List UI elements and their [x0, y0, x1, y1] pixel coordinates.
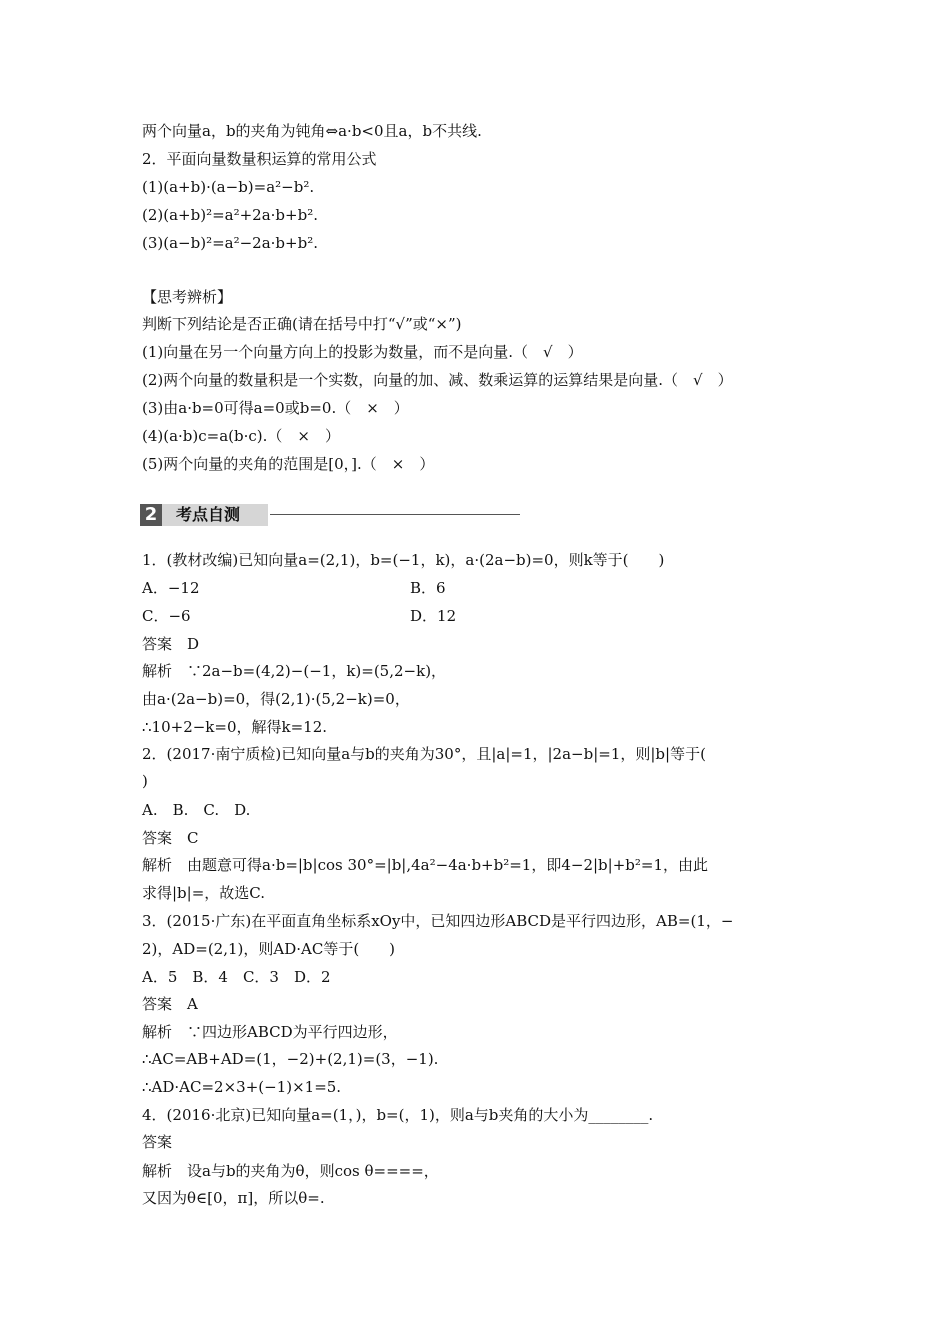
q1-option-b: B．6: [410, 579, 446, 597]
q1-option-a: A．−12: [142, 579, 200, 597]
q4-answer: 答案: [142, 1133, 173, 1151]
q2-stem-1: 2．(2017·南宁质检)已知向量a与b的夹角为30°，且|a|=1，|2a−b|=1，则|b|等于(: [142, 745, 706, 763]
formula-1: (1)(a+b)·(a−b)=a²−b².: [142, 178, 315, 196]
q4-stem: 4．(2016·北京)已知向量a=(1，)，b=(，1)，则a与b夹角的大小为________.: [142, 1106, 654, 1124]
q1-options-row2: [142, 605, 457, 627]
q1-answer: 答案 D: [142, 635, 200, 653]
q2-solution-2: 求得|b|=，故选C.: [142, 884, 265, 902]
think-instruction: 判断下列结论是否正确(请在括号中打“√”或“×”): [142, 315, 462, 333]
q1-solution-1: 解析 ∵2a−b=(4,2)−(−1，k)=(5,2−k)，: [142, 662, 447, 680]
think-item-1: (1)向量在另一个向量方向上的投影为数量，而不是向量.（ √ ）: [142, 343, 583, 361]
q3-answer: 答案 A: [142, 995, 198, 1013]
think-item-4: (4)(a·b)c=a(b·c).（ × ）: [142, 427, 340, 445]
section-header: [140, 504, 525, 526]
q1-solution-2: 由a·(2a−b)=0，得(2,1)·(5,2−k)=0，: [142, 690, 410, 708]
q3-options: A．5 B．4 C．3 D．2: [142, 968, 331, 986]
q1-option-c: C．−6: [142, 607, 191, 625]
q2-answer: 答案 C: [142, 829, 199, 847]
think-item-2: (2)两个向量的数量积是一个实数，向量的加、减、数乘运算的运算结果是向量.（ √ ）: [142, 371, 733, 389]
q1-stem: 1．(教材改编)已知向量a=(2,1)，b=(−1，k)，a·(2a−b)=0，则k等于( ): [142, 551, 665, 569]
formula-3: (3)(a−b)²=a²−2a·b+b².: [142, 234, 318, 252]
section-divider: [270, 514, 520, 515]
intro-obtuse-angle: 两个向量a，b的夹角为钝角⇔a·b<0且a，b不共线.: [142, 122, 482, 140]
section-title: 考点自测: [176, 505, 241, 524]
q1-option-d: D．12: [410, 607, 457, 625]
think-item-3: (3)由a·b=0可得a=0或b=0.（ × ）: [142, 399, 409, 417]
q1-solution-3: ∴10+2−k=0，解得k=12.: [142, 718, 328, 736]
intro-formula-heading: 2．平面向量数量积运算的常用公式: [142, 150, 377, 168]
q4-solution-1: 解析 设a与b的夹角为θ，则cos θ====，: [142, 1162, 439, 1180]
q3-solution-1: 解析 ∵四边形ABCD为平行四边形，: [142, 1023, 398, 1041]
q2-options: A. B. C. D.: [142, 801, 251, 819]
q1-options-row1: [142, 577, 446, 599]
section-number-badge: 2: [140, 504, 162, 526]
q3-stem-2: 2)，AD=(2,1)，则AD·AC等于( ): [142, 940, 396, 958]
q2-stem-2: ): [142, 772, 148, 790]
think-title: 【思考辨析】: [142, 288, 233, 306]
q3-solution-2: ∴AC=AB+AD=(1，−2)+(2,1)=(3，−1).: [142, 1050, 439, 1068]
think-item-5: (5)两个向量的夹角的范围是[0，].（ × ）: [142, 455, 435, 473]
q2-solution-1: 解析 由题意可得a·b=|b|cos 30°=|b|,4a²−4a·b+b²=1，即4−2|b|+b²=1，由此: [142, 856, 709, 874]
formula-2: (2)(a+b)²=a²+2a·b+b².: [142, 206, 318, 224]
q3-stem-1: 3．(2015·广东)在平面直角坐标系xOy中，已知四边形ABCD是平行四边形，AB=(1，−: [142, 912, 734, 930]
q3-solution-3: ∴AD·AC=2×3+(−1)×1=5.: [142, 1078, 342, 1096]
q4-solution-2: 又因为θ∈[0，π]，所以θ=.: [142, 1189, 325, 1207]
